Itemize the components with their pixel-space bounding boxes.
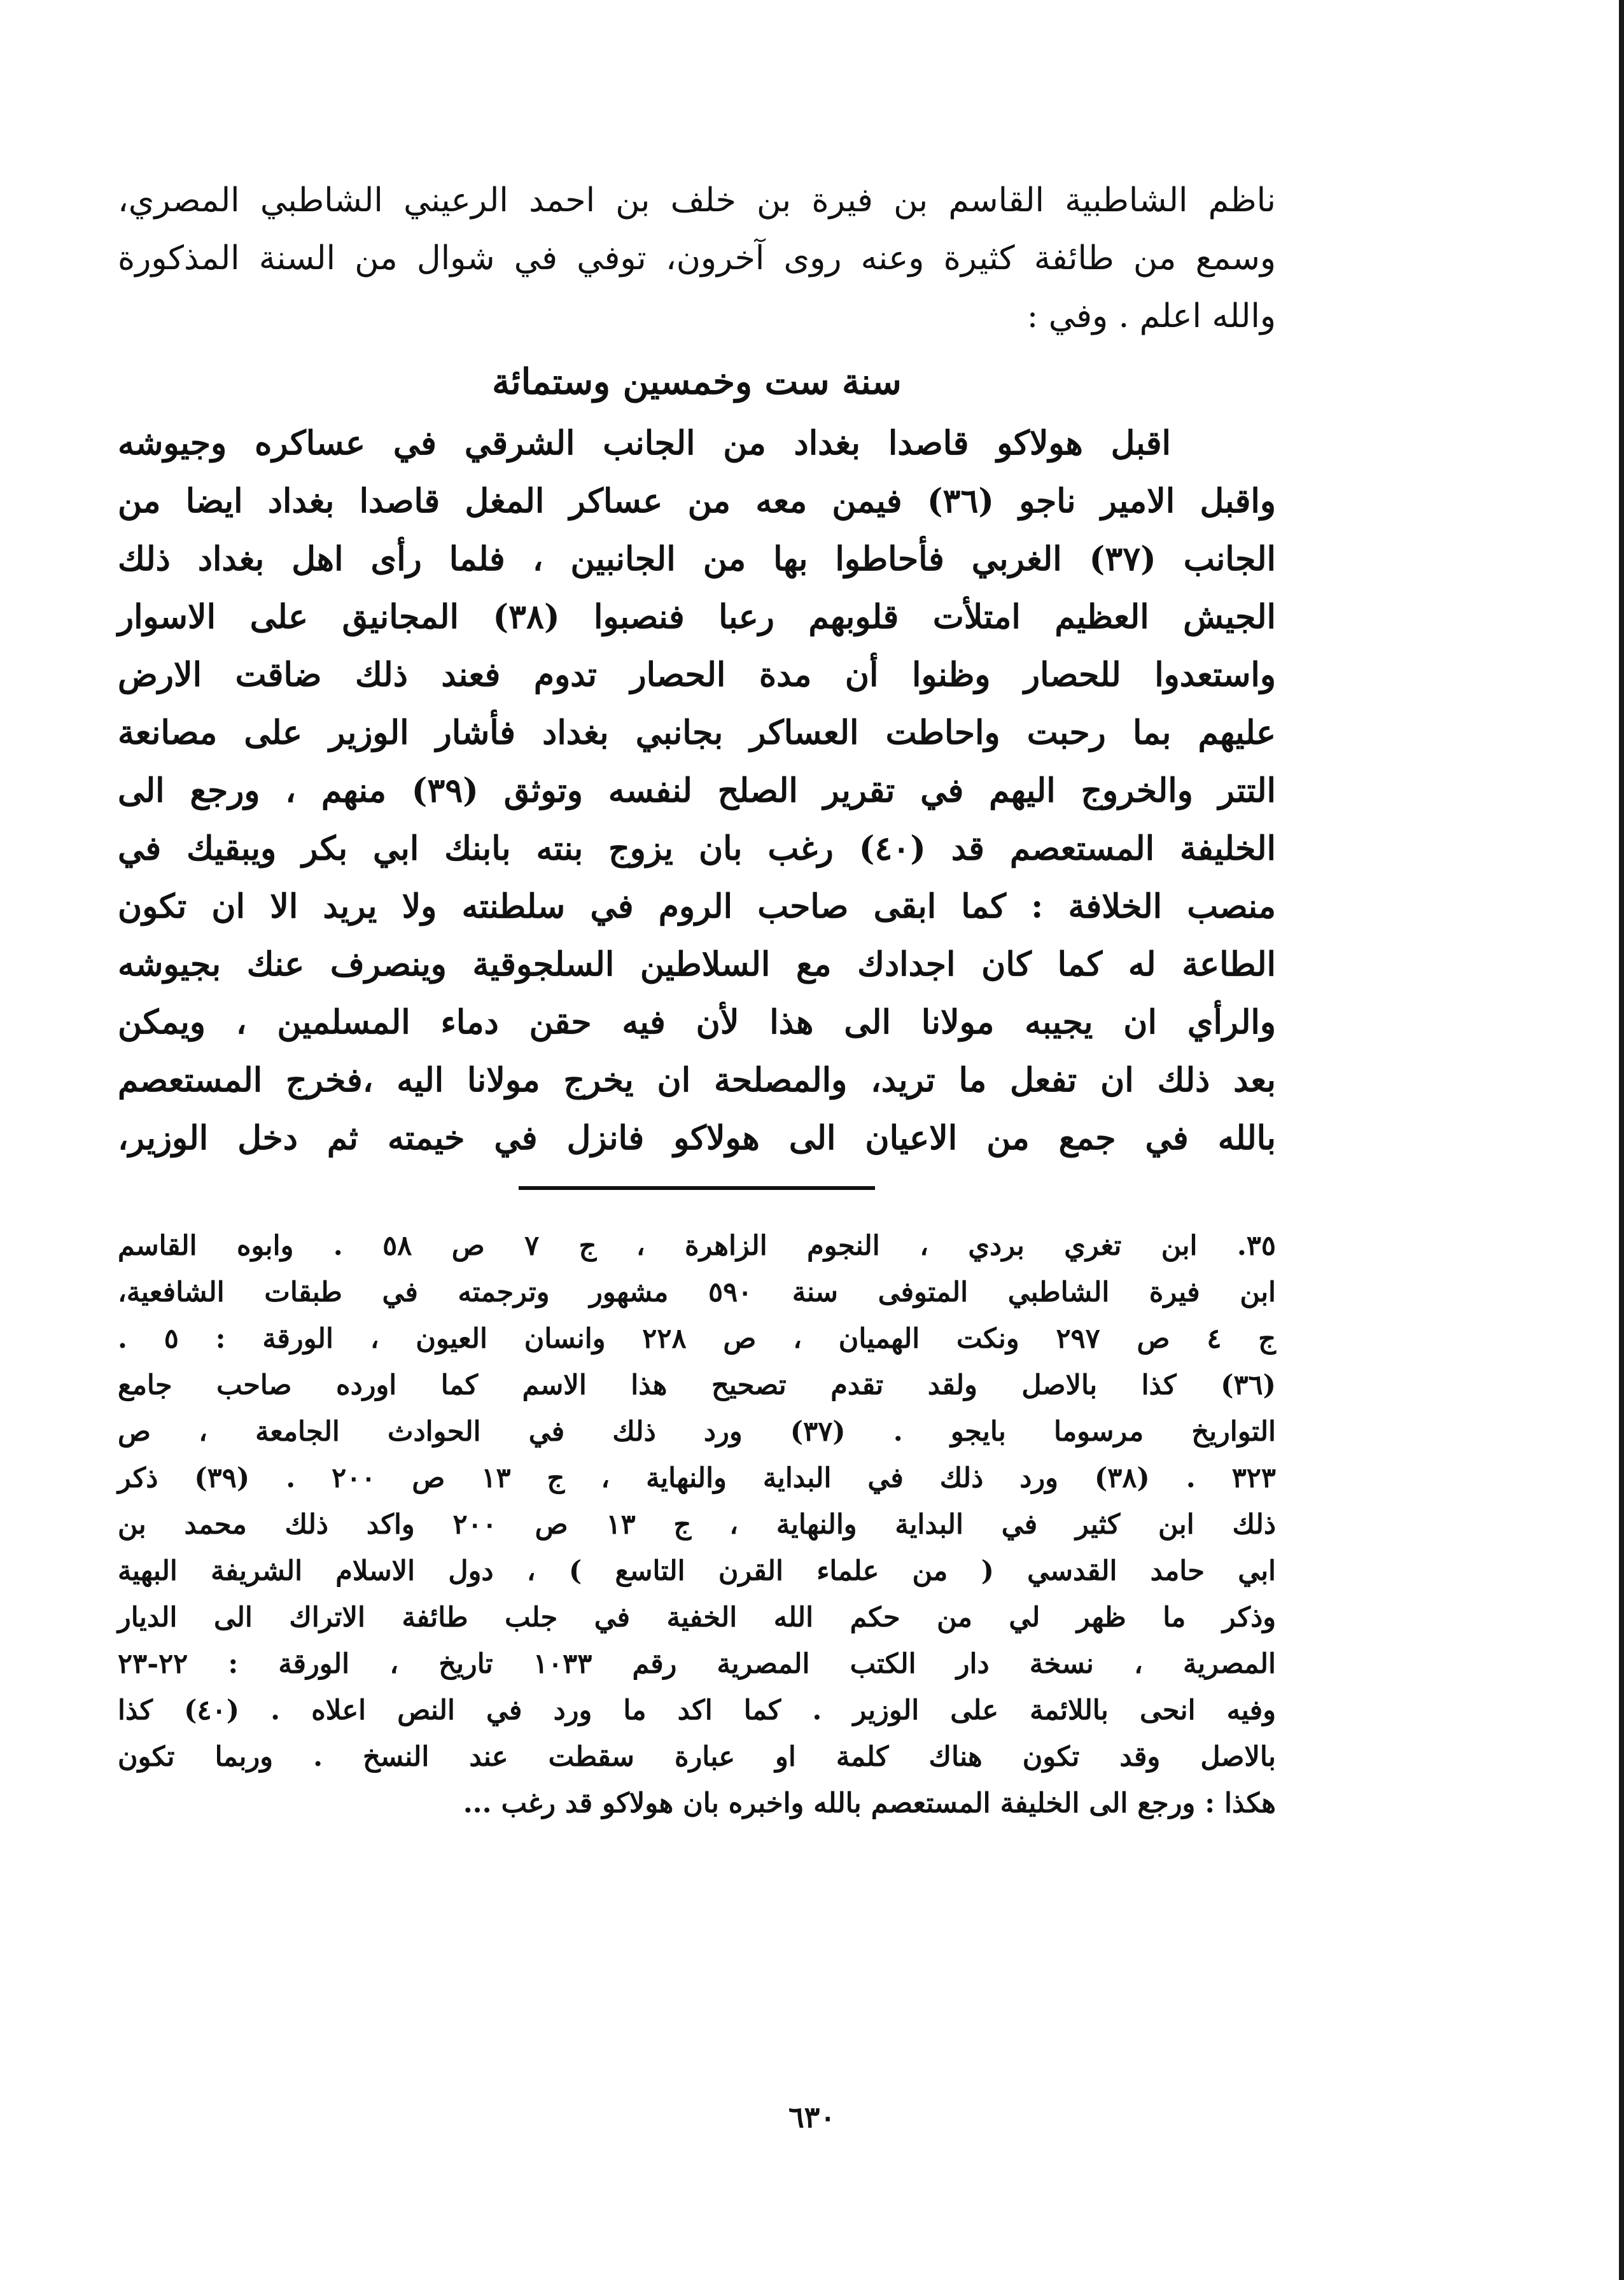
- main-paragraph: [118, 414, 1276, 1167]
- footnote-divider: [519, 1186, 875, 1190]
- main-line: الجيش العظيم امتلأت قلوبهم رعبا فنصبوا (٣٨) المجانيق على الاسوار: [118, 598, 1276, 636]
- footnote-line: ابي حامد القدسي ( من علماء القرن التاسع ) ، دول الاسلام الشريفة البهية: [118, 1555, 1276, 1587]
- page-edge: [1619, 0, 1624, 2280]
- intro-line: ناظم الشاطبية القاسم بن فيرة بن خلف بن احمد الرعيني الشاطبي المصري،: [118, 181, 1276, 220]
- main-line: واستعدوا للحصار وظنوا أن مدة الحصار تدوم فعند ذلك ضاقت الارض: [118, 655, 1276, 694]
- footnote-line: المصرية ، نسخة دار الكتب المصرية رقم ١٠٣٣ تاريخ ، الورقة : ٢٢-٢٣: [118, 1648, 1276, 1680]
- footnotes: [118, 1223, 1276, 1827]
- footnote-line: ٣٢٣ . (٣٨) ورد ذلك في البداية والنهاية ، ج ١٣ ص ٢٠٠ . (٣٩) ذكر: [118, 1462, 1276, 1494]
- footnote-line: هكذا : ورجع الى الخليفة المستعصم بالله واخبره بان هولاكو قد رغب ...: [463, 1787, 1276, 1819]
- main-line: بالله في جمع من الاعيان الى هولاكو فانزل في خيمته ثم دخل الوزير،: [118, 1119, 1276, 1157]
- footnote-line: وفيه انحى باللائمة على الوزير . كما اكد ما ورد في النص اعلاه . (٤٠) كذا: [118, 1695, 1277, 1726]
- footnote-line: ابن فيرة الشاطبي المتوفى سنة ٥٩٠ مشهور وترجمته في طبقات الشافعية،: [118, 1276, 1276, 1308]
- main-line: منصب الخلافة : كما ابقى صاحب الروم في سلطنته ولا يريد الا ان تكون: [118, 887, 1276, 926]
- footnote-line: (٣٦) كذا بالاصل ولقد تقدم تصحيح هذا الاسم كما اورده صاحب جامع: [118, 1369, 1276, 1401]
- footnote-line: ج ٤ ص ٢٩٧ ونكت الهميان ، ص ٢٢٨ وانسان العيون ، الورقة : ٥ .: [118, 1323, 1276, 1355]
- footnote-line: ذلك ابن كثير في البداية والنهاية ، ج ١٣ ص ٢٠٠ واكد ذلك محمد بن: [118, 1509, 1276, 1541]
- footnote-line: وذكر ما ظهر لي من حكم الله الخفية في جلب طائفة الاتراك الى الديار: [118, 1602, 1276, 1633]
- footnote-line: ٣٥. ابن تغري بردي ، النجوم الزاهرة ، ج ٧ ص ٥٨ . وابوه القاسم: [118, 1230, 1276, 1262]
- main-line: الطاعة له كما كان اجدادك مع السلاطين السلجوقية وينصرف عنك بجيوشه: [118, 945, 1276, 984]
- main-line: الخليفة المستعصم قد (٤٠) رغب بان يزوج بنته بابنك ابي بكر ويبقيك في: [118, 829, 1276, 868]
- main-line: عليهم بما رحبت واحاطت العساكر بجانبي بغداد فأشار الوزير على مصانعة: [118, 713, 1276, 752]
- book-page: [118, 172, 1276, 1827]
- main-line: التتر والخروج اليهم في تقرير الصلح لنفسه وتوثق (٣٩) منهم ، ورجع الى: [118, 771, 1276, 810]
- footnote-line: بالاصل وقد تكون هناك كلمة او عبارة سقطت عند النسخ . وربما تكون: [118, 1741, 1276, 1773]
- main-line: الجانب (٣٧) الغربي فأحاطوا بها من الجانبين ، فلما رأى اهل بغداد ذلك: [118, 540, 1276, 578]
- intro-line: وسمع من طائفة كثيرة وعنه روى آخرون، توفي في شوال من السنة المذكورة: [118, 239, 1277, 277]
- footnote-line: التواريخ مرسوما بايجو . (٣٧) ورد ذلك في الحوادث الجامعة ، ص: [118, 1416, 1276, 1448]
- intro-line: والله اعلم . وفي :: [1026, 297, 1276, 335]
- main-line: والرأي ان يجيبه مولانا الى هذا لأن فيه حقن دماء المسلمين ، ويمكن: [118, 1003, 1276, 1042]
- main-line: بعد ذلك ان تفعل ما تريد، والمصلحة ان يخرج مولانا اليه ،فخرج المستعصم: [118, 1061, 1276, 1100]
- intro-paragraph: [118, 172, 1276, 346]
- page-number: ٦٣٠: [788, 2100, 836, 2134]
- year-heading: سنة ست وخمسين وستمائة: [492, 361, 902, 403]
- main-line: واقبل الامير ناجو (٣٦) فيمن معه من عساكر المغل قاصدا بغداد ايضا من: [118, 482, 1276, 521]
- main-line: اقبل هولاكو قاصدا بغداد من الجانب الشرقي في عساكره وجيوشه: [118, 424, 1171, 463]
